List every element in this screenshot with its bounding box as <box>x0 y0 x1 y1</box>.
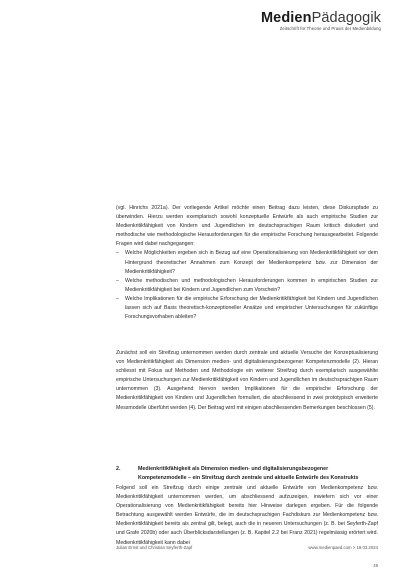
bullet-dash-icon: – <box>116 277 119 284</box>
research-questions-list <box>116 249 378 322</box>
logo-wordmark <box>261 10 381 26</box>
list-item-text: Welche methodischen und methodologischen Herausforderungen kommen in empirischen Studien zur Medienkritikfähigkeit bei Kindern und Jugendlichen zum Vorschein? <box>125 277 378 293</box>
page-number: 49 <box>373 563 378 568</box>
footer-authors: Julian Ernst und Christian Seyferth-Zapf <box>116 545 193 550</box>
section-body: Folgend soll ein Streifzug durch einige zentrale und aktuelle Entwürfe von Medienkompetenz bzw. Medienkritikfähigkeit unternommen werden, um abschliessend aufzuzeigen, inwiefern sich vor einer Operationalisierung von Medienkritikfähigkeit bereits hier Hinweise darlegen ergeben. Für die folgende Betrachtung ausgewählt werden Entwürfe, die im deutschsprachigen Fachdiskurs zur Medienkompetenz bzw. Medienkritikfähigkeit bereits als zentral gilt, belegt, auch die in neueren Untersuchungen (z. B. bei Seyferth-Zapf und Grafe 2020b) oder auch Überblicksdarstellungen (z. B. Kapitel 2.2 bei Franz 2021) regelmässig erörtert wird. Medienkritikfähigkeit kann dabei <box>116 485 378 546</box>
section-2 <box>116 465 378 548</box>
logo-subtitle: Zeitschrift für Theorie und Praxis der Medienbildung <box>279 26 381 31</box>
list-item-text: Welche Implikationen für die empirische Erforschung der Medienkritikfähigkeit bei Kindern und Jugendlichen lassen sich auf Basis theoretisch-konzeptioneller Ansätze und empirischer Untersuchungen für zukünftige Forschungsvorhaben ableiten? <box>125 295 378 321</box>
section-heading <box>116 465 378 483</box>
logo-brand-light: Pädagogik <box>311 10 381 26</box>
logo-brand-bold: Medien <box>261 10 312 26</box>
list-item <box>116 295 378 322</box>
list-item <box>116 277 378 295</box>
journal-logo[interactable] <box>261 10 381 32</box>
overview-block <box>116 349 378 413</box>
section-number: 2. <box>116 466 121 472</box>
intro-block <box>116 204 378 322</box>
list-item <box>116 249 378 276</box>
bullet-dash-icon: – <box>116 295 119 302</box>
footer-url[interactable]: www.medienpaed.com > 19.03.2024 <box>308 545 378 550</box>
section-title: Medienkritikfähigkeit als Dimension medien- und digitalisierungsbezogener Kompetenzmodelle – ein Streifzug durch zentrale und aktuelle Entwürfe des Konstrukts <box>138 466 359 481</box>
list-item-text: Welche Möglichkeiten ergeben sich in Bezug auf eine Operationalisierung von Medienkritikfähigkeit vor dem Hintergrund theoretischer Annahmen zum Konzept der Medienkompetenz bzw. zur Dimension der Medienkritikfähigkeit? <box>125 250 378 275</box>
bullet-dash-icon: – <box>116 250 119 257</box>
overview-paragraph: Zunächst soll ein Streifzug unternommen werden durch zentrale und aktuelle Versuche der Konzeptualisierung von Medienkritikfähigkeit als Dimension medien- und digitalisierungsbezogener Kompetenzmodelle (2). Hieran schliesst mit Fokus auf Methoden und Methodologie ein weiterer Streifzug durch exemplarisch ausgewählte empirische Untersuchungen zur Medienkritikfähigkeit von Kindern und Jugendlichen im deutschsprachigen Raum unternommen (3). Ausgehend hiervon werden Implikationen für die empirische Erforschung der Medienkritikfähigkeit von Kindern und Jugendlichen formuliert, die abschliessend in zwei prototypisch erweiterte Messmodelle überführt werden (4). Der Beitrag wird mit einigen abschliessenden Bemerkungen beschlossen (5). <box>116 350 378 411</box>
intro-paragraph: (vgl. Hinrichs 2021a). Der vorliegende Artikel möchte einen Beitrag dazu leisten, diese Diskurspfade zu überwinden. Hierzu werden exemplarisch sowohl konzeptuelle Entwürfe als auch empirische Studien zur Medienkritikfähigkeit von Kindern und Jugendlichen im deutschsprachigen Raum kritisch diskutiert und methodische wie methodologische Herausforderungen für die empirische Forschung herausgearbeitet. Folgende Fragen wird dabei nachgegangen: <box>116 205 378 248</box>
